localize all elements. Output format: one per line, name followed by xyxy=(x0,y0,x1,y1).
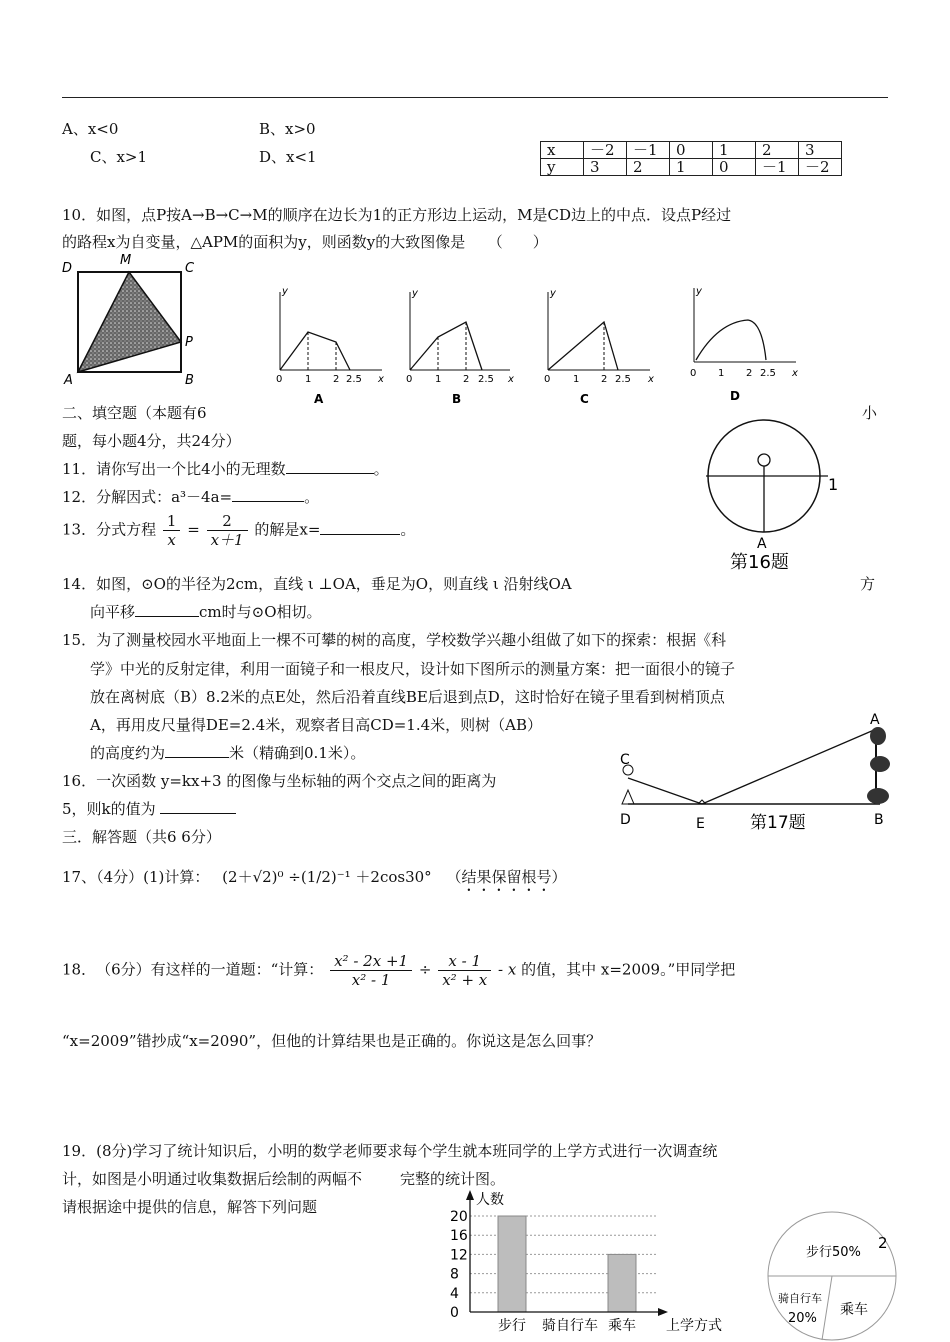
graph-c xyxy=(538,282,668,407)
x-cell: 3 xyxy=(799,142,842,159)
label-c: C xyxy=(620,752,630,768)
ray-ce xyxy=(628,778,702,804)
tick: 1 xyxy=(573,374,580,385)
q15-line1: 15．为了测量校园水平地面上一棵不可攀的树的高度，学校数学兴趣小组做了如下的探索：根据《科 xyxy=(62,631,727,649)
section3: 三．解答题（共6 6分） xyxy=(62,828,221,846)
pie-divider-bike xyxy=(822,1276,832,1340)
figure-16 xyxy=(700,412,850,577)
q11 xyxy=(62,458,389,479)
label-1: 1 xyxy=(828,475,839,494)
axis-x-label: x xyxy=(508,374,514,385)
tick: 2.5 xyxy=(346,374,362,385)
bar-bars xyxy=(498,1216,636,1312)
label-m: M xyxy=(120,253,132,268)
q17-expr: (2＋√2)⁰ ÷(1/2)⁻¹ ＋2cos30° xyxy=(222,868,432,886)
label-d: D xyxy=(62,261,73,276)
category-label: 乘车 xyxy=(608,1318,636,1334)
y-tick-label: 16 xyxy=(450,1228,468,1245)
tick: 2 xyxy=(601,374,608,385)
graph-c-curve xyxy=(548,322,618,370)
label-b: B xyxy=(185,373,194,388)
q12 xyxy=(62,486,319,507)
axis-x-label: x xyxy=(648,374,654,385)
label-d: D xyxy=(620,812,631,828)
q19-line1: 19．(8分)学习了统计知识后，小明的数学老师要求每个学生就本班同学的上学方式进行一次调查统 xyxy=(62,1142,718,1160)
q15-line5: 的高度约为 米（精确到0.1米）。 xyxy=(90,744,366,762)
y-tick-label: 0 xyxy=(450,1305,459,1321)
q19-line2: 计，如图是小明通过收集数据后绘制的两幅不 完整的统计图。 xyxy=(62,1170,506,1188)
q9-option-c: C、x>1 xyxy=(90,148,148,166)
x-cell: －1 xyxy=(627,142,670,159)
tick: 2.5 xyxy=(478,374,494,385)
tick: 2.5 xyxy=(615,374,631,385)
y-cell: 3 xyxy=(584,159,627,176)
y-tick-label: 4 xyxy=(450,1285,459,1302)
y-cell: －1 xyxy=(756,159,799,176)
tick: 1 xyxy=(718,368,725,379)
tick: 2 xyxy=(333,374,340,385)
graph-d xyxy=(678,282,808,407)
section2-line1-tail: 小 xyxy=(862,404,878,422)
q11-end: 。 xyxy=(373,460,389,478)
graph-d-label: D xyxy=(730,389,740,403)
graph-d-curve xyxy=(696,320,766,360)
axis-x-label: x xyxy=(792,368,798,379)
section2-line2: 题，每小题4分，共24分） xyxy=(62,432,241,450)
tick: 1 xyxy=(305,374,312,385)
q14-line1: 14．如图，⊙O的半径为2cm，直线 ι ⊥OA，垂足为O，则直线 ι 沿射线OA xyxy=(62,575,572,593)
graph-b-curve xyxy=(410,322,482,370)
q12-text: 12．分解因式：a³－4a= xyxy=(62,488,233,506)
q13-frac2: $\frac{2}{x+1}$ xyxy=(207,512,248,549)
q15-line2: 学》中光的反射定律，利用一面镜子和一根皮尺，设计如下图所示的测量方案：把一面很小的镜子 xyxy=(90,660,736,678)
tick: 0 xyxy=(406,374,413,385)
q9-option-d: D、x<1 xyxy=(259,148,317,166)
graph-a xyxy=(262,282,392,407)
q15-line4: A，再用皮尺量得DE=2.4米，观察者目高CD=1.4米，则树（AB） xyxy=(90,716,543,734)
graph-a-label: A xyxy=(314,392,324,406)
caption-17: 第17题 xyxy=(750,813,806,833)
bar-2 xyxy=(608,1254,636,1312)
figure-17 xyxy=(612,708,902,838)
tree xyxy=(867,727,890,804)
label-p: P xyxy=(185,335,193,350)
xy-table xyxy=(540,141,842,176)
label-a: A xyxy=(870,712,880,728)
y-cell: 1 xyxy=(670,159,713,176)
q14-line1-tail: 方 xyxy=(860,575,876,593)
q19-line3: 请根据途中提供的信息，解答下列问题 xyxy=(62,1198,318,1216)
page-number: 2 xyxy=(878,1234,888,1252)
q11-blank xyxy=(286,459,374,474)
y-cell: 2 xyxy=(627,159,670,176)
tick: 0 xyxy=(690,368,697,379)
q13-end: 。 xyxy=(400,520,416,539)
x-axis-arrow xyxy=(658,1308,668,1316)
y-axis-label: 人数 xyxy=(476,1192,504,1208)
label-b: B xyxy=(874,812,884,828)
label-c: C xyxy=(185,261,195,276)
graph-b-label: B xyxy=(452,392,462,406)
x-cell: －2 xyxy=(584,142,627,159)
center-o xyxy=(758,454,770,466)
pie-walk-label: 步行50% xyxy=(806,1245,861,1260)
x-cell: 1 xyxy=(713,142,756,159)
q14-line2: 向平移 cm时与⊙O相切。 xyxy=(90,603,322,621)
label-a: A xyxy=(757,536,767,552)
axis-y-label: y xyxy=(696,286,702,297)
q17 xyxy=(62,866,566,895)
ray-ea xyxy=(702,730,874,804)
axis-y-label: y xyxy=(550,288,556,299)
q13-suffix: 的解是x= xyxy=(254,520,321,539)
q18-line2: “x=2009”错抄成“x=2090”，但他的计算结果也是正确的。你说这是怎么回事？ xyxy=(62,1032,602,1050)
x-label: x xyxy=(541,142,584,159)
pie-bus-label: 乘车 xyxy=(840,1302,868,1318)
q16-blank xyxy=(160,799,236,814)
tick: 0 xyxy=(276,374,283,385)
q9-option-b: B、x>0 xyxy=(259,120,316,138)
q12-blank xyxy=(232,487,304,502)
y-cell: －2 xyxy=(799,159,842,176)
observer-body xyxy=(622,790,634,804)
tick: 1 xyxy=(435,374,442,385)
q13-eq: = xyxy=(187,520,200,539)
tick: 2 xyxy=(746,368,753,379)
bar-0 xyxy=(498,1216,526,1312)
pie-chart xyxy=(766,1206,906,1342)
x-row xyxy=(541,142,842,159)
category-label: 骑自行车 xyxy=(542,1318,598,1334)
y-tick-label: 20 xyxy=(450,1209,468,1225)
label-e: E xyxy=(696,816,705,832)
q13 xyxy=(62,512,415,549)
y-cell: 0 xyxy=(713,159,756,176)
q17-prefix: 17、（4分）(1)计算： xyxy=(62,868,210,886)
bar-ticks xyxy=(450,1209,468,1321)
q10-line2: 的路程x为自变量，△APM的面积为y，则函数y的大致图像是 （ ） xyxy=(62,233,548,251)
tick: 2.5 xyxy=(760,368,776,379)
q15-blank xyxy=(165,743,229,758)
bar-categories xyxy=(498,1317,636,1334)
axis-y-label: y xyxy=(282,286,288,297)
section2-line1: 二、填空题（本题有6 xyxy=(62,404,207,422)
y-axis-arrow xyxy=(466,1190,474,1200)
q13-blank xyxy=(320,520,400,535)
q18-line1: 18． （6分）有这样的一道题：“计算： $\frac{\text{x² - 2x +1}}{\text{x² - 1}}$ ÷ $\frac{x - 1}{\text{x² + x}}$ - x 的值，其中 x=2009。”甲同学把 xyxy=(62,952,736,989)
x-cell: 2 xyxy=(756,142,799,159)
q13-prefix: 13．分式方程 xyxy=(62,520,157,539)
q17-note: （结果保留根号） xyxy=(446,868,567,886)
tick: 2 xyxy=(463,374,470,385)
q15-line3: 放在离树底（B）8.2米的点E处，然后沿着直线BE后退到点D，这时恰好在镜子里看到树梢顶点 xyxy=(90,688,725,706)
pie-bike-label: 骑自行车 xyxy=(778,1292,822,1305)
bar-chart xyxy=(430,1188,730,1342)
q18-frac2: $\frac{x - 1}{\text{x² + x}}$ xyxy=(438,952,491,989)
x-cell: 0 xyxy=(670,142,713,159)
square-figure xyxy=(58,250,208,390)
q12-end: 。 xyxy=(304,488,320,506)
tick: 0 xyxy=(544,374,551,385)
y-tick-label: 12 xyxy=(450,1247,468,1264)
q10-line1: 10．如图，点P按A→B→C→M的顺序在边长为1的正方形边上运动，M是CD边上的中点．设点P经过 xyxy=(62,206,732,224)
category-label: 步行 xyxy=(498,1318,526,1334)
graph-c-label: C xyxy=(580,392,589,406)
q16-line2: 5，则k的值为 xyxy=(62,798,236,819)
pie-bike-pct: 20% xyxy=(788,1311,817,1326)
q13-frac1: $\frac{1}{x}$ xyxy=(163,512,181,549)
q14-blank xyxy=(135,602,199,617)
q11-text: 11．请你写出一个比4小的无理数 xyxy=(62,460,286,478)
caption-16: 第16题 xyxy=(730,552,789,573)
axis-x-label: x xyxy=(378,374,384,385)
triangle-apm xyxy=(78,272,181,372)
y-row xyxy=(541,159,842,176)
axis-y-label: y xyxy=(412,288,418,299)
graph-a-curve xyxy=(280,332,350,370)
q16-line1: 16．一次函数 y=kx+3 的图像与坐标轴的两个交点之间的距离为 xyxy=(62,772,497,790)
x-axis-label: 上学方式 xyxy=(666,1318,722,1334)
q9-option-a: A、x<0 xyxy=(62,120,119,138)
top-rule xyxy=(62,97,888,98)
label-a: A xyxy=(64,373,73,388)
graph-b xyxy=(400,282,530,407)
q18-frac1: $\frac{\text{x² - 2x +1}}{\text{x² - 1}}$ xyxy=(330,952,412,989)
y-tick-label: 8 xyxy=(450,1266,459,1283)
y-label: y xyxy=(541,159,584,176)
